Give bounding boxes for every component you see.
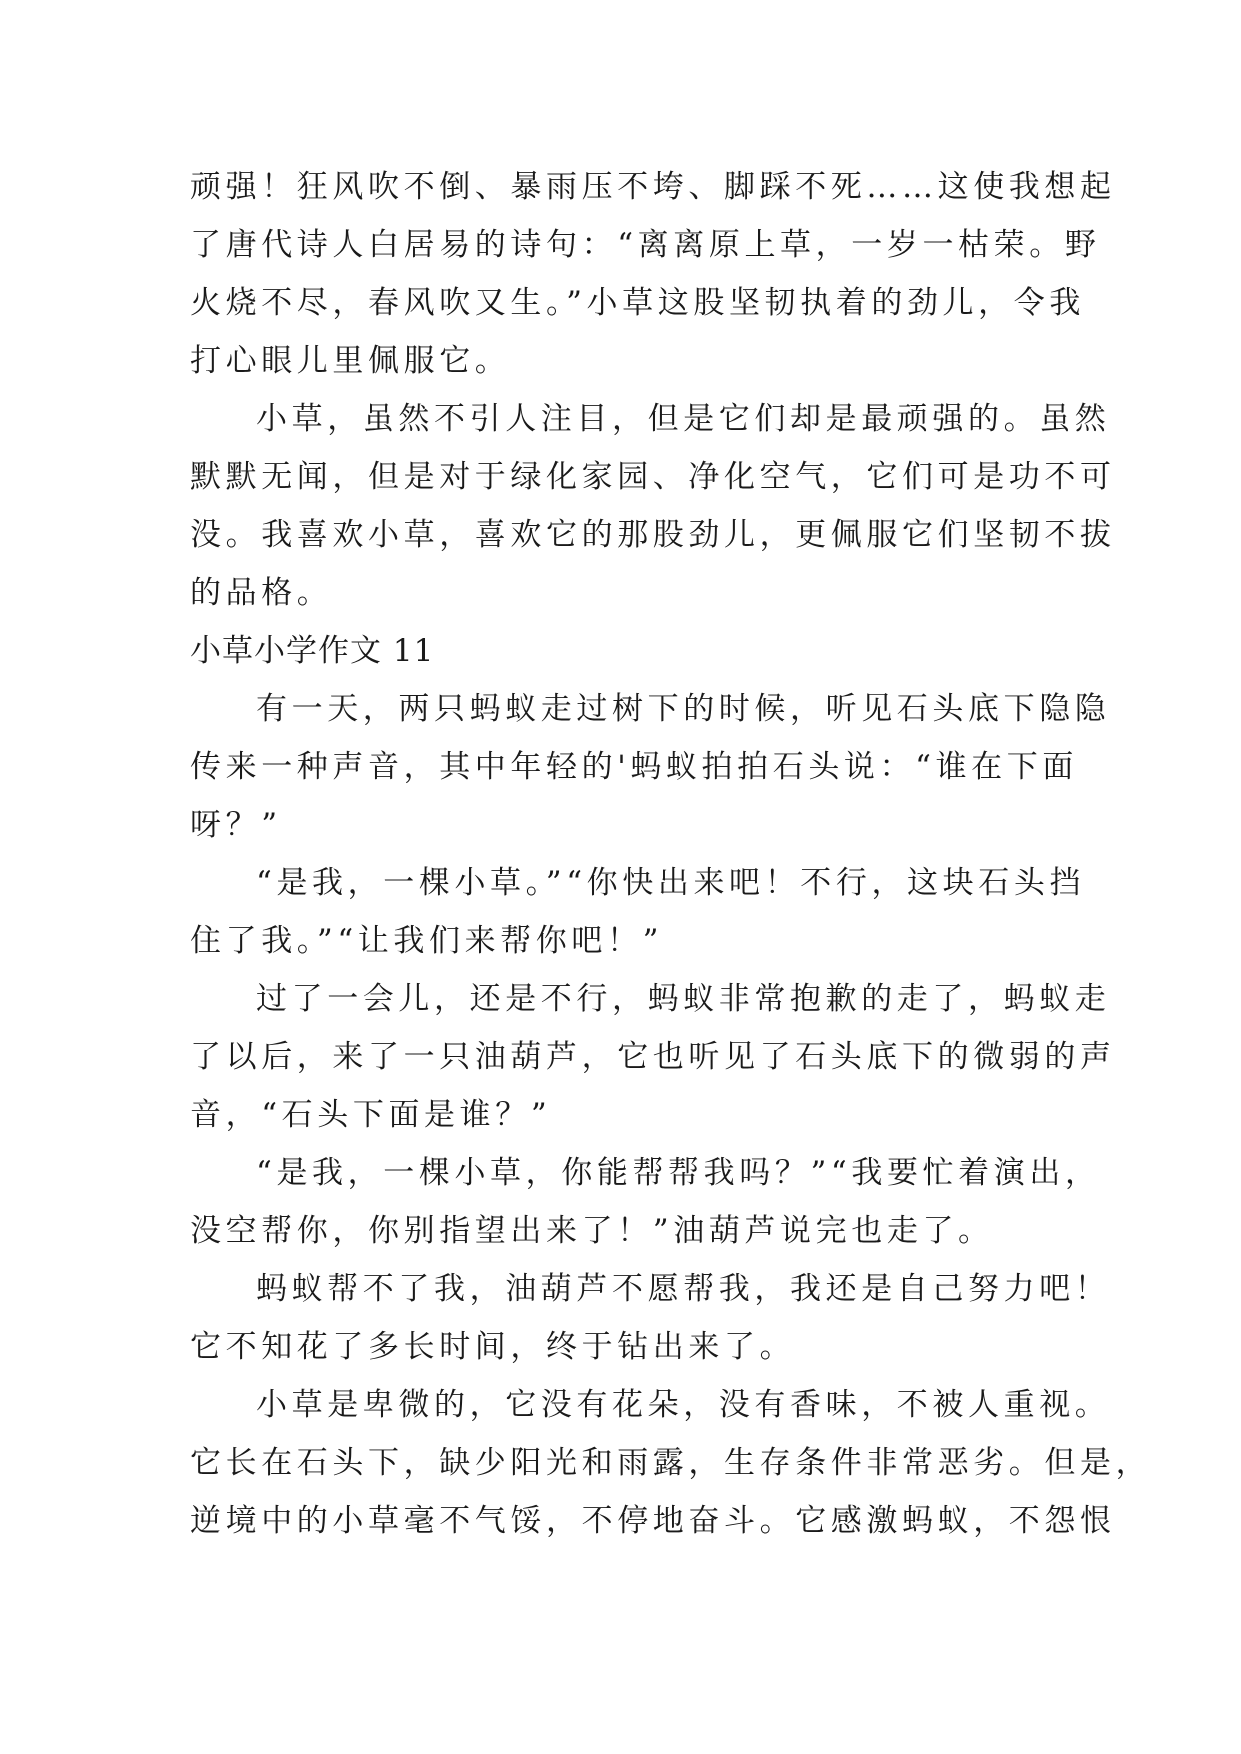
text-line: 的品格。 xyxy=(190,575,333,611)
text-line: “是我，一棵小草。”“你快出来吧！不行，这块石头挡 xyxy=(256,865,1086,901)
text-line: 火烧不尽，春风吹又生。”小草这股坚韧执着的劲儿，令我 xyxy=(190,285,1085,321)
text-line: 住了我。”“让我们来帮你吧！” xyxy=(190,923,664,959)
text-line: 它长在石头下，缺少阳光和雨露，生存条件非常恶劣。但是， xyxy=(190,1445,1152,1481)
text-line: 打心眼儿里佩服它。 xyxy=(190,343,511,379)
text-line: 没空帮你，你别指望出来了！”油葫芦说完也走了。 xyxy=(190,1213,994,1249)
text-line: “是我，一棵小草，你能帮帮我吗？”“我要忙着演出， xyxy=(256,1155,1101,1191)
text-line: 小草是卑微的，它没有花朵，没有香味，不被人重视。 xyxy=(256,1387,1111,1423)
text-line: 小草，虽然不引人注目，但是它们却是最顽强的。虽然 xyxy=(256,401,1111,437)
text-line: 呀？” xyxy=(190,807,282,843)
text-line: 默默无闻，但是对于绿化家园、净化空气，它们可是功不可 xyxy=(190,459,1116,495)
text-line: 逆境中的小草毫不气馁，不停地奋斗。它感激蚂蚁，不怨恨 xyxy=(190,1503,1116,1539)
text-line: 音，“石头下面是谁？” xyxy=(190,1097,552,1133)
text-line: 有一天，两只蚂蚁走过树下的时候，听见石头底下隐隐 xyxy=(256,691,1111,727)
text-line: 传来一种声音，其中年轻的'蚂蚁拍拍石头说：“谁在下面 xyxy=(190,749,1078,785)
text-line: 它不知花了多长时间，终于钻出来了。 xyxy=(190,1329,796,1365)
text-line: 过了一会儿，还是不行，蚂蚁非常抱歉的走了，蚂蚁走 xyxy=(256,981,1111,1017)
text-line: 没。我喜欢小草，喜欢它的那股劲儿，更佩服它们坚韧不拔 xyxy=(190,517,1116,553)
section-heading: 小草小学作文 11 xyxy=(190,633,435,669)
text-line: 了唐代诗人白居易的诗句：“离离原上草，一岁一枯荣。野 xyxy=(190,227,1101,263)
essay-body xyxy=(190,158,1152,1550)
text-line: 蚂蚁帮不了我，油葫芦不愿帮我，我还是自己努力吧！ xyxy=(256,1271,1111,1307)
text-line: 了以后，来了一只油葫芦，它也听见了石头底下的微弱的声 xyxy=(190,1039,1116,1075)
text-line: 顽强！狂风吹不倒、暴雨压不垮、脚踩不死……这使我想起 xyxy=(190,169,1116,205)
